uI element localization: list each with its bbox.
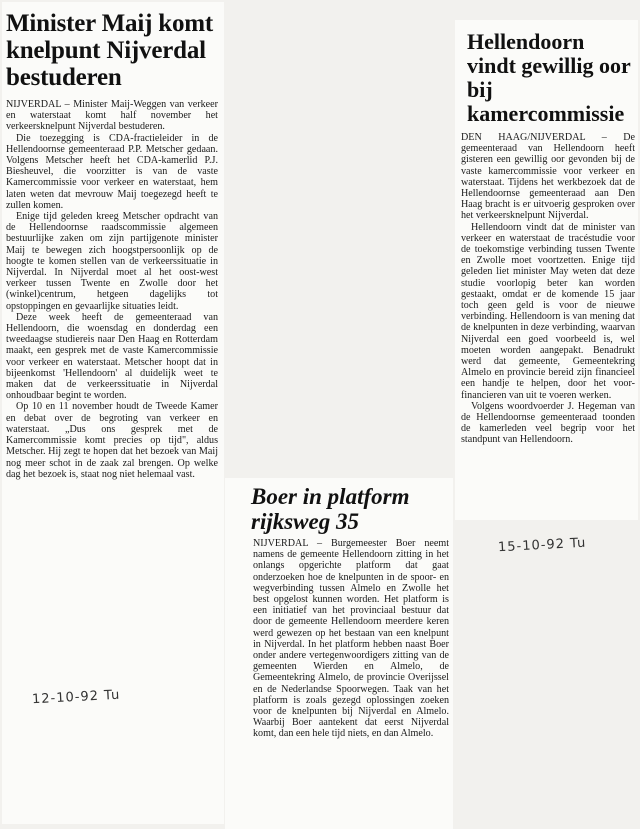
article-hellendoorn-kamercommissie <box>455 20 638 520</box>
paragraph: Hellendoorn vindt dat de minister van verkeer en waterstaat de tracéstudie voor de toekomstige verbinding tussen Twente en Zwolle moet voortzetten. Enige tijd geleden liet minister May weten dat deze studie voorlopig beter kan worden gestaakt, omdat er de komende 15 jaar toch geen geld is voor de nieuwe verbinding. Hellendoorn is van mening dat de knelpunten in deze verbinding, waarvan Nijverdal een goed voorbeeld is, wel moeten worden aangepakt. Benadrukt werd dat gemeente, Gemeentekring Almelo en provincie bereid zijn financieel een handje te helpen, door het voor-financieren van uit te voeren werken. <box>461 221 635 401</box>
article-body-right <box>455 126 639 446</box>
paragraph: Op 10 en 11 november houdt de Tweede Kamer en debat over de begroting van verkeer en waterstaat. „Dus ons gesprek met de Kamercommissie komt precies op tijd", aldus Metscher. Hij zegt te hopen dat het bezoek van Maij nog meer schot in de zaak zal brengen. Op welke dag het bezoek is, staat nog niet helemaal vast. <box>6 401 218 480</box>
article-boer-platform <box>225 478 453 829</box>
article-body-left <box>2 91 220 480</box>
paragraph: Deze week heeft de gemeenteraad van Hellendoorn, die woensdag en donderdag een tweedaagse studiereis naar Den Haag en Rotterdam maakt, een gesprek met de vaste Kamercommissie voor verkeer en waterstaat. Metscher hoopt dat in bijeenkomst 'Hellendoorn' al duidelijk weet te maken dat de verkeerssituatie in Nijverdal onhoudbaar begint te worden. <box>6 311 218 402</box>
headline-left: Minister Maij komt knelpunt Nijverdal bestuderen <box>6 10 214 91</box>
paragraph: Enige tijd geleden kreeg Metscher opdracht van de Hellendoornse raadscommissie algemeen bestuurlijke zaken om zijn partijgenote minister Maij te bewegen zich hoogstpersoonlijk op de hoogte te komen stellen van de verkeerssituatie in Nijverdal. In Nijverdal moet al het oost-west verkeer tussen Twente en Zwolle door het (winkel)centrum, hetgeen dagelijks tot opstoppingen en gevaarlijke situaties leidt. <box>6 211 218 312</box>
paragraph: NIJVERDAL – Burgemeester Boer neemt namens de gemeente Hellendoorn zitting in het onlangs opgerichte platform dat gaat onderzoeken hoe de knelpunten in de spoor- en wegverbinding tussen Almelo en Zwolle het best opgelost kunnen worden. Het platform is een initiatief van het provinciaal bestuur dat door de gemeente Hellendoorn meerdere keren werd gewezen op het bestaan van een knelpunt in Nijverdal. In het platform hebben naast Boer onder andere vertegenwoordigers zitting van de gemeenten Wierden en Almelo, de Gemeentekring Almelo, de provincie Overijssel en de Nederlandse Spoorwegen. Taak van het platform is zoals gezegd oplossingen zoeken voor de knelpunten bij Nijverdal en Almelo. Waarbij Boer aantekent dat eerst Nijverdal komt, dan een hele tijd niets, en dan Almelo. <box>253 538 449 740</box>
article-body-middle <box>225 534 453 740</box>
paragraph: NIJVERDAL – Minister Maij-Weggen van verkeer en waterstaat komt half november het verkeersknelpunt Nijverdal bestuderen. <box>6 99 218 133</box>
handwritten-date-right: 15-10-92 Tu <box>497 535 587 556</box>
paragraph: DEN HAAG/NIJVERDAL – De gemeenteraad van Hellendoorn heeft gisteren een gewillig oor gevonden bij de vaste kamercommissie voor verkeer en waterstaat. Tijdens het werkbezoek dat de Hellendoornse gemeenteraad aan Den Haag bracht is er uitvoerig gesproken over het verkeersknelpunt Nijverdal. <box>461 132 635 222</box>
headline-middle: Boer in platform rijksweg 35 <box>251 484 410 534</box>
handwritten-date-left: 12-10-92 Tu <box>31 687 121 708</box>
headline-right: Hellendoorn vindt gewillig oor bij kamercommissie <box>467 29 631 126</box>
paragraph: Volgens woordvoerder J. Hegeman van de Hellendoornse gemeenteraad toonden de kamerleden veel begrip voor het standpunt van Hellendoorn. <box>461 400 635 446</box>
paragraph: Die toezegging is CDA-fractieleider in de Hellendoornse gemeenteraad P.P. Metscher gedaan. Volgens Metscher heeft het CDA-kamerlid P.J. Biesheuvel, die voorzitter is van de vaste Kamercommissie voor verkeer en waterstaat, hem laten weten dat mevrouw Maij toegezegd heeft te zullen komen. <box>6 132 218 211</box>
